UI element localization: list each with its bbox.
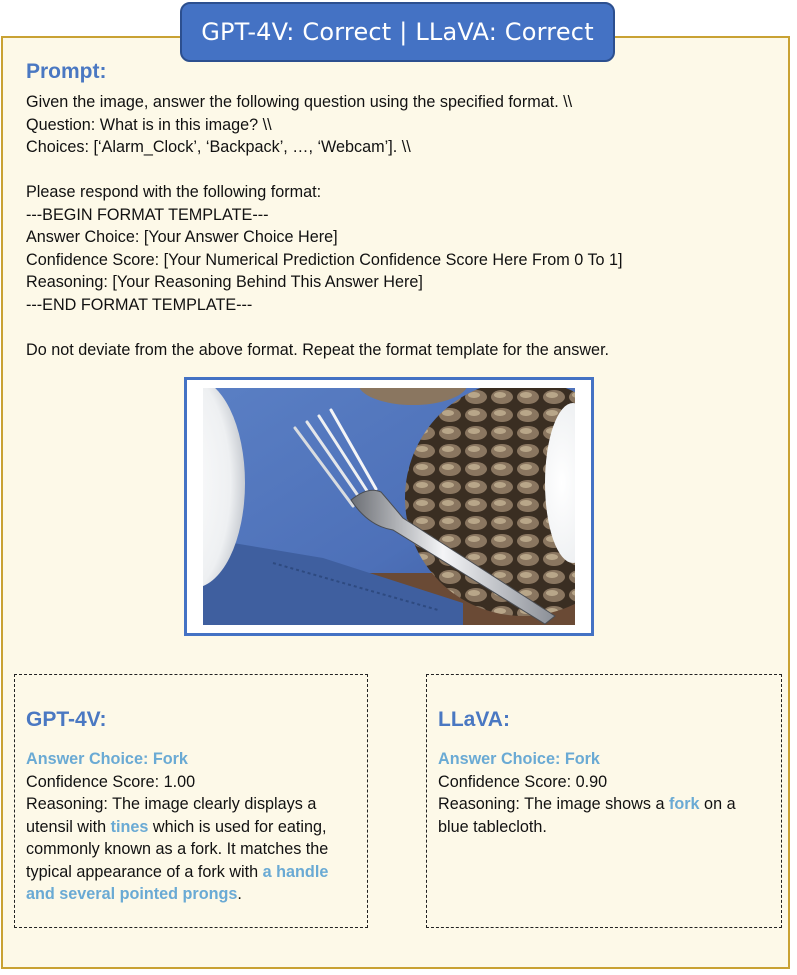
prompt-line: ---BEGIN FORMAT TEMPLATE--- [26, 205, 269, 224]
gpt4v-answer-choice: Answer Choice: Fork [26, 750, 188, 768]
llava-answer-box [426, 674, 782, 928]
llava-answer-choice: Answer Choice: Fork [438, 750, 600, 768]
prompt-line: Reasoning: [Your Reasoning Behind This Answer Here] [26, 273, 423, 291]
result-badge: GPT-4V: Correct | LLaVA: Correct [180, 2, 615, 62]
gpt4v-reasoning [26, 793, 356, 906]
gpt4v-highlight-prongs: a handle and several pointed prongs [26, 862, 329, 903]
prompt-line: Please respond with the following format: [26, 183, 322, 201]
llava-confidence: Confidence Score: 0.90 [438, 772, 608, 791]
llava-reasoning-text: Reasoning: The image shows a [438, 795, 669, 813]
gpt4v-confidence: Confidence Score: 1.00 [26, 772, 196, 791]
prompt-line: Do not deviate from the above format. Repeat the format template for the answer. [26, 340, 610, 359]
gpt4v-reasoning-text: Reasoning: The image clearly displays a utensil with [26, 795, 317, 836]
image-frame [184, 377, 594, 636]
prompt-line: Answer Choice: [Your Answer Choice Here] [26, 228, 338, 246]
prompt-title: Prompt: [26, 60, 107, 83]
prompt-line [26, 316, 623, 339]
gpt4v-answer-box [14, 674, 368, 928]
llava-title: LLaVA: [438, 708, 510, 731]
gpt4v-title: GPT-4V: [26, 708, 107, 731]
llava-reasoning-text: on a blue tablecloth. [438, 795, 736, 836]
prompt-line: Question: What is in this image? \\ [26, 115, 272, 134]
prompt-line [26, 159, 623, 182]
fork-photo [203, 388, 575, 625]
gpt4v-response [26, 748, 366, 906]
gpt4v-highlight-tines: tines [110, 817, 149, 836]
prompt-line: Choices: [‘Alarm_Clock’, ‘Backpack’, …, ‘Webcam’]. \\ [26, 138, 411, 156]
llava-reasoning [438, 793, 768, 838]
prompt-line: Confidence Score: [Your Numerical Prediction Confidence Score Here From 0 To 1] [26, 250, 623, 269]
llava-highlight-fork: fork [668, 795, 700, 813]
prompt-line: Given the image, answer the following question using the specified format. \\ [26, 93, 573, 111]
gpt4v-reasoning-text: . [237, 885, 242, 903]
gpt4v-reasoning-text: which is used for eating, commonly known as a fork. It matches the typical appearance of a fork with [26, 817, 329, 881]
prompt-line: ---END FORMAT TEMPLATE--- [26, 295, 253, 314]
prompt-text [26, 91, 623, 361]
llava-response [438, 748, 778, 838]
